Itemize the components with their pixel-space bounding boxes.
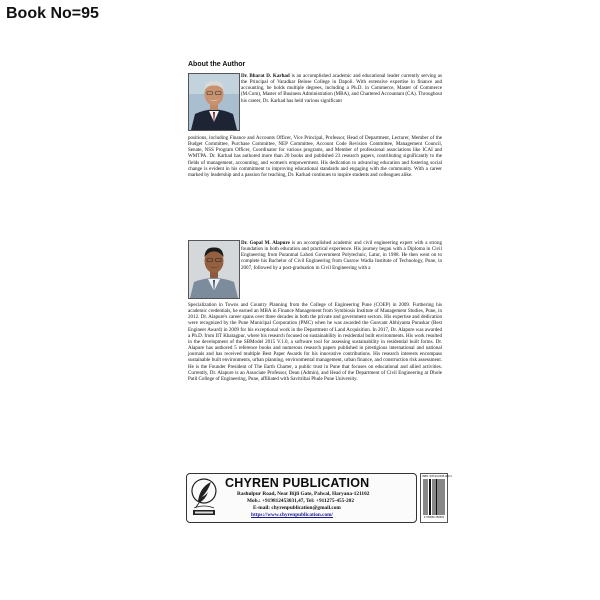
publisher-address: Rashulpur Road, Near Bijli Gate, Palwal, Haryana-121102 xyxy=(237,491,370,497)
publisher-website-link[interactable]: https://www.chyrenpublication.com/ xyxy=(251,512,334,518)
book-number-label: Book No=95 xyxy=(6,5,99,22)
back-cover xyxy=(183,54,452,549)
author2-photo xyxy=(188,240,240,299)
publisher-email[interactable]: E-mail: chyrenpublication@gmail.com xyxy=(253,505,341,511)
isbn-text: ISBN: 978-93-6045-060-3 xyxy=(422,475,452,478)
about-author-heading: About the Author xyxy=(188,61,246,68)
barcode-number: 9 789360 450603 xyxy=(423,516,445,519)
author2-bio-rest: Specialization in Towns and Country Planning from the College of Engineering Pune (COEP) in 2009. Furthering his academic credentials, he earned an MBA in Finance Management from Symbiosis Institute of Management Studies, Pune, in 2012. Dr. Alapure's career spans over three decades in both the private and government sectors. His expertise and dedication were recognized by the Pune Municipal Corporation (PMC) when he was awarded the Gunvant Abhiyanta Puraskar (Best Engineer Award) in 2009 for his exceptional work in the Department of Land Acquisition. In 2017, Dr. Alapure was awarded a Ph.D. from IIT Kharagpur, where his research focused on sustainability in residential built environments. His work resulted in the development of the SBModel 2015 V.1.0, a software tool for assessing sustainability in residential built forms. Dr. Alapure has authored 5 reference books and numerous research papers published in prestigious international and national journals and has received multiple Best Paper Awards for his innovative contributions. His research interests encompass sustainable built environments, urban planning, environmental management, urban finance, and construction risk assessment. He is the Founder President of The Earth Charter, a public trust in Pune that focuses on educational and allied activities. Currently, Dr. Alapure is an Associate Professor, Dean (Admin), and Head of the Department of Civil Engineering at Dhole Patil College of Engineering, Pune, affiliated with Savitribai Phule Pune University. xyxy=(188,302,442,382)
author2-bio-intro xyxy=(241,240,442,271)
author1-bio-rest: positions, including Finance and Accounts Officer, Vice Principal, Professor, Head of Department, Lecturer, Member of the Budget Committee, Purchase Committee, NEP Committee, Account Code Revision Committee, Management Council, Senate, NSS Program Officer, Coordinator for various programs, and Member of professional associations like ICAI and WMTPA. Dr. Karhad has authored more than 20 books and published 23 research papers, contributing significantly to the fields of management, accounting, and women's empowerment. His dedication to advancing education and fostering social change is evident in his commitment to improving educational standards and engaging with the community. With a career marked by leadership and a passion for teaching, Dr. Karhad continues to inspire students and colleagues alike. xyxy=(188,135,442,178)
publisher-phone: Mob.: +919812453031,47, Tel: +911275-455-202 xyxy=(247,498,354,504)
isbn-barcode xyxy=(420,473,452,523)
author1-portrait-icon xyxy=(189,74,239,130)
author1-name: Dr. Bharat D. Karhad xyxy=(241,73,290,79)
author2-bio-wrapped: is an accomplished academic and civil engineering expert with a strong foundation in both education and practical experience. His journey began with a Diploma in Civil Engineering from Puranmal Lahoti Government Polytechnic, Latur, in 1988. He then went on to complete his Bachelor of Civil Engineering from Cusrow Wadia Institute of Technology, Pune, in 2007, followed by a post-graduation in Civil Engineering with a xyxy=(241,240,442,271)
author1-bio-intro xyxy=(241,73,442,104)
publisher-name: CHYREN PUBLICATION xyxy=(225,476,370,490)
author1-photo xyxy=(188,73,240,131)
quill-pen-logo-icon xyxy=(190,477,218,517)
author2-portrait-icon xyxy=(189,241,239,298)
publisher-box xyxy=(186,473,417,523)
author2-name: Dr. Gopal M. Alapure xyxy=(241,240,290,246)
author1-bio-wrapped: is an accomplished academic and educational leader currently serving as the Principal of Varadkar Belose College in Dapoli. With extensive expertise in finance and accounting, he holds multiple degrees, including a Ph.D. in Commerce, Master of Commerce (M.Com), Master of Business Administration (MBA), and Chartered Accountant (CA). Throughout his career, Dr. Karhad has held various significant xyxy=(241,73,442,104)
barcode-bars xyxy=(423,479,445,515)
